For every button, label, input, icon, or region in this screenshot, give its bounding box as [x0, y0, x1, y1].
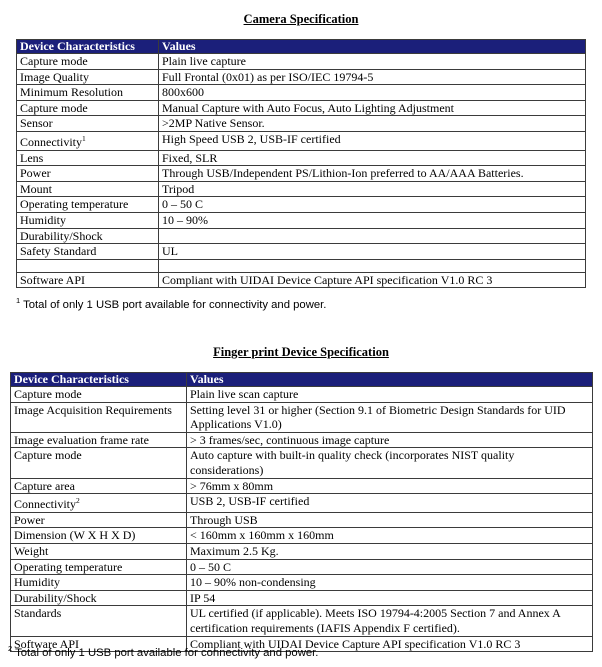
camera-spec-table: [16, 39, 586, 288]
row-value: 0 – 50 C: [187, 559, 593, 575]
row-key: Standards: [11, 606, 187, 636]
row-key: Durability/Shock: [17, 228, 159, 244]
table-row: [17, 181, 586, 197]
table-row: [17, 116, 586, 132]
table-row: [11, 512, 593, 528]
camera-footnote: [16, 296, 326, 311]
table-row: [17, 150, 586, 166]
row-key: Capture mode: [17, 100, 159, 116]
empty-cell: [17, 259, 159, 272]
table-row: [11, 494, 593, 513]
table-row: [11, 559, 593, 575]
row-key: Capture mode: [11, 448, 187, 478]
row-key: Power: [11, 512, 187, 528]
fingerprint-spec-table: [10, 372, 593, 652]
row-value: [159, 228, 586, 244]
row-value: Compliant with UIDAI Device Capture API specification V1.0 RC 3: [159, 272, 586, 288]
row-value: Plain live scan capture: [187, 387, 593, 403]
footnote-marker: 1: [82, 133, 86, 143]
table-row: [11, 402, 593, 432]
row-value: Plain live capture: [159, 54, 586, 70]
row-key: Durability/Shock: [11, 590, 187, 606]
footnote-marker: 2: [8, 644, 13, 653]
row-key: Humidity: [17, 212, 159, 228]
row-key-with-footnote: [11, 494, 187, 513]
row-key: Image Quality: [17, 69, 159, 85]
table-row: [17, 54, 586, 70]
row-key: Operating temperature: [11, 559, 187, 575]
table-row: [11, 590, 593, 606]
fingerprint-footnote: [8, 644, 318, 659]
table-row: [11, 543, 593, 559]
row-value: 800x600: [159, 85, 586, 101]
row-value: UL: [159, 244, 586, 260]
camera-spec-title: Camera Specification: [243, 12, 359, 26]
row-value: Through USB: [187, 512, 593, 528]
row-key: Capture area: [11, 478, 187, 494]
table-row: [11, 448, 593, 478]
row-value: 0 – 50 C: [159, 197, 586, 213]
table-row: [17, 212, 586, 228]
row-key: Operating temperature: [17, 197, 159, 213]
row-value: Full Frontal (0x01) as per ISO/IEC 19794-5: [159, 69, 586, 85]
row-value: >2MP Native Sensor.: [159, 116, 586, 132]
row-key: Image evaluation frame rate: [11, 432, 187, 448]
table-row: [17, 166, 586, 182]
row-value: 10 – 90%: [159, 212, 586, 228]
footnote-text: Total of only 1 USB port available for connectivity and power.: [23, 298, 327, 311]
row-value: Fixed, SLR: [159, 150, 586, 166]
row-key: Software API: [17, 272, 159, 288]
footnote-marker: 1: [16, 296, 21, 305]
row-value: < 160mm x 160mm x 160mm: [187, 528, 593, 544]
table-row: [17, 272, 586, 288]
table-header-row: [11, 373, 593, 387]
row-key: Weight: [11, 543, 187, 559]
row-value: Setting level 31 or higher (Section 9.1 of Biometric Design Standards for UID Applications V1.0): [187, 402, 593, 432]
column-header-characteristics: Device Characteristics: [11, 373, 187, 387]
table-row: [17, 228, 586, 244]
row-value: USB 2, USB-IF certified: [187, 494, 593, 513]
row-key: Connectivity: [20, 134, 82, 149]
row-key: Dimension (W X H X D): [11, 528, 187, 544]
row-key: Power: [17, 166, 159, 182]
row-key: Lens: [17, 150, 159, 166]
row-value: Maximum 2.5 Kg.: [187, 543, 593, 559]
table-row: [11, 575, 593, 591]
row-key: Safety Standard: [17, 244, 159, 260]
row-value: 10 – 90% non-condensing: [187, 575, 593, 591]
table-row: [11, 606, 593, 636]
table-header-row: [17, 40, 586, 54]
row-value: Compliant with UIDAI Device Capture API specification V1.0 RC 3: [187, 636, 593, 652]
empty-row: [17, 259, 586, 272]
row-key: Software API: [11, 636, 187, 652]
table-row: [17, 85, 586, 101]
row-value: Manual Capture with Auto Focus, Auto Lighting Adjustment: [159, 100, 586, 116]
row-key: Minimum Resolution: [17, 85, 159, 101]
column-header-values: Values: [159, 40, 586, 54]
table-row: [17, 197, 586, 213]
fingerprint-spec-title: Finger print Device Specification: [213, 345, 389, 359]
table-row: [17, 69, 586, 85]
table-row: [17, 131, 586, 150]
row-value: High Speed USB 2, USB-IF certified: [159, 131, 586, 150]
row-key: Humidity: [11, 575, 187, 591]
row-key: Mount: [17, 181, 159, 197]
row-value: IP 54: [187, 590, 593, 606]
footnote-text: Total of only 1 USB port available for connectivity and power.: [15, 646, 319, 659]
footnote-marker: 2: [76, 496, 80, 506]
row-value: UL certified (if applicable). Meets ISO 19794-4:2005 Section 7 and Annex A certification requirements (IAFIS Appendix F certified).: [187, 606, 593, 636]
table-row: [11, 387, 593, 403]
row-value: Auto capture with built-in quality check (incorporates NIST quality considerations): [187, 448, 593, 478]
row-value: Tripod: [159, 181, 586, 197]
row-value: Through USB/Independent PS/Lithion-Ion preferred to AA/AAA Batteries.: [159, 166, 586, 182]
row-key: Capture mode: [11, 387, 187, 403]
row-key: Sensor: [17, 116, 159, 132]
row-value: > 76mm x 80mm: [187, 478, 593, 494]
table-row: [11, 432, 593, 448]
table-row: [11, 478, 593, 494]
row-key: Connectivity: [14, 497, 76, 512]
row-key: Capture mode: [17, 54, 159, 70]
column-header-values: Values: [187, 373, 593, 387]
empty-cell: [159, 259, 586, 272]
table-row: [17, 100, 586, 116]
row-value: > 3 frames/sec, continuous image capture: [187, 432, 593, 448]
row-key-with-footnote: [17, 131, 159, 150]
table-row: [11, 528, 593, 544]
row-key: Image Acquisition Requirements: [11, 402, 187, 432]
column-header-characteristics: Device Characteristics: [17, 40, 159, 54]
table-row: [17, 244, 586, 260]
